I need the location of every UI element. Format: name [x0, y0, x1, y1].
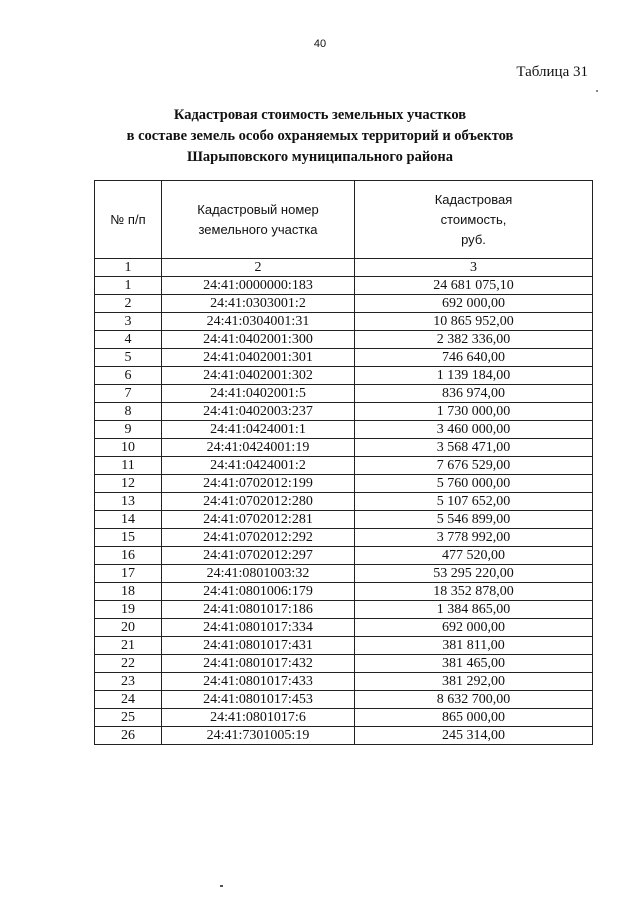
title-line: Кадастровая стоимость земельных участков — [173, 107, 467, 123]
cadastral-cost-cell: 3 568 471,00 — [355, 439, 593, 457]
table-row — [95, 529, 593, 547]
row-number-cell: 14 — [95, 511, 162, 529]
row-number-cell: 20 — [95, 619, 162, 637]
cadastral-number-cell: 24:41:0424001:2 — [162, 457, 355, 475]
cadastral-number-cell: 24:41:0801017:453 — [162, 691, 355, 709]
scan-mark — [220, 885, 223, 887]
row-number-cell: 3 — [95, 313, 162, 331]
cadastral-number-cell: 24:41:0801003:32 — [162, 565, 355, 583]
cadastral-cost-cell: 381 292,00 — [355, 673, 593, 691]
cadastral-cost-cell: 381 465,00 — [355, 655, 593, 673]
column-number: 2 — [162, 259, 355, 277]
cadastral-cost-cell: 2 382 336,00 — [355, 331, 593, 349]
cadastral-cost-cell: 692 000,00 — [355, 619, 593, 637]
cadastral-number-cell: 24:41:0801017:334 — [162, 619, 355, 637]
cadastral-cost-cell: 24 681 075,10 — [355, 277, 593, 295]
table-row — [95, 709, 593, 727]
cadastral-number-cell: 24:41:7301005:19 — [162, 727, 355, 745]
cadastral-number-cell: 24:41:0424001:1 — [162, 421, 355, 439]
cadastral-cost-cell: 746 640,00 — [355, 349, 593, 367]
cadastral-number-cell: 24:41:0702012:199 — [162, 475, 355, 493]
table-header-row — [95, 181, 593, 259]
table-row — [95, 727, 593, 745]
cadastral-number-cell: 24:41:0801017:432 — [162, 655, 355, 673]
cadastral-cost-cell: 8 632 700,00 — [355, 691, 593, 709]
cadastral-cost-cell: 10 865 952,00 — [355, 313, 593, 331]
cadastral-number-cell: 24:41:0304001:31 — [162, 313, 355, 331]
header-number: № п/п — [95, 181, 162, 259]
cadastral-cost-cell: 5 760 000,00 — [355, 475, 593, 493]
cadastral-cost-cell: 865 000,00 — [355, 709, 593, 727]
row-number-cell: 11 — [95, 457, 162, 475]
cadastral-number-cell: 24:41:0424001:19 — [162, 439, 355, 457]
column-number: 3 — [355, 259, 593, 277]
cadastral-cost-cell: 1 139 184,00 — [355, 367, 593, 385]
row-number-cell: 15 — [95, 529, 162, 547]
cadastral-number-cell: 24:41:0801017:433 — [162, 673, 355, 691]
cadastral-number-cell: 24:41:0801006:179 — [162, 583, 355, 601]
table-row — [95, 655, 593, 673]
row-number-cell: 10 — [95, 439, 162, 457]
table-row — [95, 295, 593, 313]
table-label: Таблица 31 — [516, 64, 588, 80]
row-number-cell: 1 — [95, 277, 162, 295]
row-number-cell: 19 — [95, 601, 162, 619]
table-body — [95, 277, 593, 745]
cadastral-number-cell: 24:41:0801017:186 — [162, 601, 355, 619]
cadastral-number-cell: 24:41:0702012:292 — [162, 529, 355, 547]
column-number: 1 — [95, 259, 162, 277]
row-number-cell: 26 — [95, 727, 162, 745]
cadastral-cost-cell: 1 384 865,00 — [355, 601, 593, 619]
table-row — [95, 475, 593, 493]
row-number-cell: 25 — [95, 709, 162, 727]
cadastral-number-cell: 24:41:0402003:237 — [162, 403, 355, 421]
table-row — [95, 493, 593, 511]
column-number-row — [95, 259, 593, 277]
cadastral-cost-cell: 836 974,00 — [355, 385, 593, 403]
cadastral-cost-cell: 5 546 899,00 — [355, 511, 593, 529]
row-number-cell: 6 — [95, 367, 162, 385]
cadastral-cost-cell: 5 107 652,00 — [355, 493, 593, 511]
row-number-cell: 4 — [95, 331, 162, 349]
table-row — [95, 673, 593, 691]
row-number-cell: 13 — [95, 493, 162, 511]
cadastral-cost-cell: 18 352 878,00 — [355, 583, 593, 601]
row-number-cell: 9 — [95, 421, 162, 439]
row-number-cell: 2 — [95, 295, 162, 313]
table-row — [95, 277, 593, 295]
row-number-cell: 22 — [95, 655, 162, 673]
cadastral-cost-cell: 381 811,00 — [355, 637, 593, 655]
cadastral-cost-cell: 1 730 000,00 — [355, 403, 593, 421]
title-line: в составе земель особо охраняемых территорий и объектов — [126, 128, 514, 144]
table-row — [95, 331, 593, 349]
row-number-cell: 21 — [95, 637, 162, 655]
table-row — [95, 601, 593, 619]
table-row — [95, 385, 593, 403]
table-row — [95, 439, 593, 457]
cadastral-number-cell: 24:41:0303001:2 — [162, 295, 355, 313]
title-line: Шарыповского муниципального района — [186, 149, 454, 165]
cadastral-number-cell: 24:41:0801017:6 — [162, 709, 355, 727]
cadastral-cost-cell: 245 314,00 — [355, 727, 593, 745]
table-row — [95, 583, 593, 601]
table-row — [95, 367, 593, 385]
row-number-cell: 17 — [95, 565, 162, 583]
cadastral-cost-cell: 3 460 000,00 — [355, 421, 593, 439]
cadastral-number-cell: 24:41:0402001:5 — [162, 385, 355, 403]
cadastral-number-cell: 24:41:0801017:431 — [162, 637, 355, 655]
table-row — [95, 349, 593, 367]
table-row — [95, 421, 593, 439]
table-row — [95, 637, 593, 655]
cadastral-number-cell: 24:41:0702012:297 — [162, 547, 355, 565]
row-number-cell: 5 — [95, 349, 162, 367]
cadastral-cost-cell: 3 778 992,00 — [355, 529, 593, 547]
row-number-cell: 16 — [95, 547, 162, 565]
table-row — [95, 313, 593, 331]
header-cadastral-cost: Кадастровая стоимость, руб. — [355, 181, 593, 259]
cadastral-cost-cell: 477 520,00 — [355, 547, 593, 565]
table-row — [95, 619, 593, 637]
cadastral-number-cell: 24:41:0402001:300 — [162, 331, 355, 349]
cadastral-number-cell: 24:41:0702012:281 — [162, 511, 355, 529]
cadastral-number-cell: 24:41:0402001:301 — [162, 349, 355, 367]
cadastral-value-table — [94, 180, 593, 745]
row-number-cell: 24 — [95, 691, 162, 709]
row-number-cell: 18 — [95, 583, 162, 601]
table-row — [95, 403, 593, 421]
cadastral-number-cell: 24:41:0402001:302 — [162, 367, 355, 385]
table-row — [95, 691, 593, 709]
table-row — [95, 565, 593, 583]
table-row — [95, 511, 593, 529]
table-row — [95, 547, 593, 565]
scan-mark — [596, 90, 598, 92]
header-cadastral-number: Кадастровый номер земельного участка — [162, 181, 355, 259]
cadastral-number-cell: 24:41:0702012:280 — [162, 493, 355, 511]
row-number-cell: 23 — [95, 673, 162, 691]
cadastral-number-cell: 24:41:0000000:183 — [162, 277, 355, 295]
table-row — [95, 457, 593, 475]
row-number-cell: 12 — [95, 475, 162, 493]
page-number: 40 — [313, 38, 327, 50]
row-number-cell: 7 — [95, 385, 162, 403]
document-title — [0, 105, 640, 168]
cadastral-cost-cell: 53 295 220,00 — [355, 565, 593, 583]
cadastral-cost-cell: 692 000,00 — [355, 295, 593, 313]
cadastral-cost-cell: 7 676 529,00 — [355, 457, 593, 475]
row-number-cell: 8 — [95, 403, 162, 421]
